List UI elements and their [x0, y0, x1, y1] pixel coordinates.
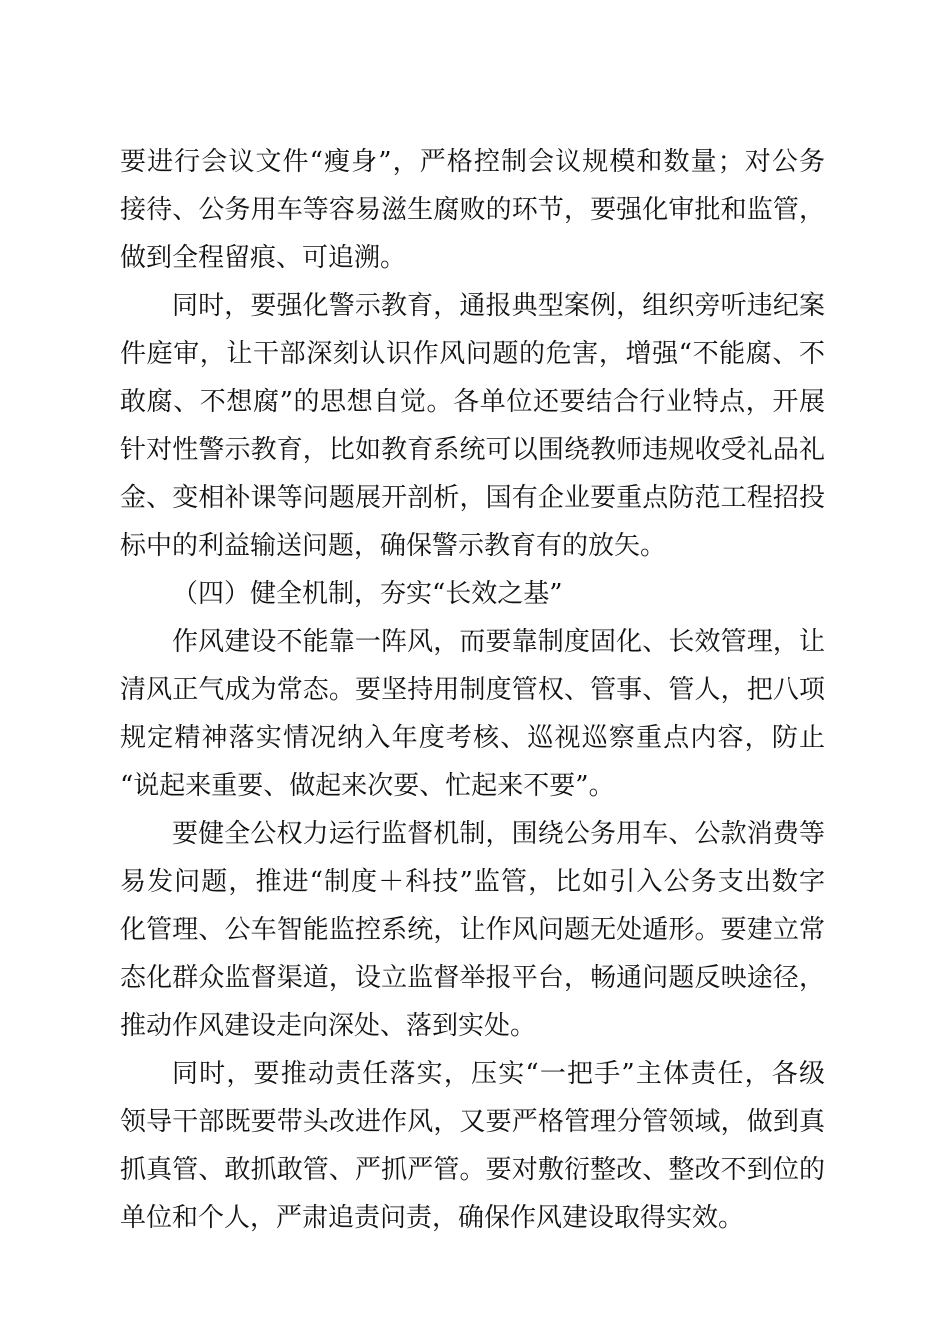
text-line: 作风建设不能靠一阵风，而要靠制度固化、长效管理，让: [172, 627, 825, 657]
text-line: 做到全程留痕、可追溯。: [120, 243, 407, 273]
text-line: 易发问题，推进“制度＋科技”监管，比如引入公务支出数字: [120, 867, 825, 897]
text-line: 规定精神落实情况纳入年度考核、巡视巡察重点内容，防止: [120, 723, 825, 753]
text-line: 金、变相补课等问题展开剖析，国有企业要重点防范工程招投: [120, 483, 825, 513]
text-line: “说起来重要、做起来次要、忙起来不要”。: [120, 771, 615, 801]
paragraph: [120, 810, 825, 1050]
text-line: 同时，要推动责任落实，压实“一把手”主体责任，各级: [172, 1059, 825, 1089]
text-line: 抓真管、敢抓敢管、严抓严管。要对敷衍整改、整改不到位的: [120, 1155, 825, 1185]
text-line: 单位和个人，严肃追责问责，确保作风建设取得实效。: [120, 1203, 745, 1233]
document-body: [120, 138, 825, 1242]
text-line: 同时，要强化警示教育，通报典型案例，组织旁听违纪案: [172, 291, 825, 321]
text-line: 领导干部既要带头改进作风，又要严格管理分管领域，做到真: [120, 1107, 825, 1137]
text-line: 针对性警示教育，比如教育系统可以围绕教师违规收受礼品礼: [120, 435, 825, 465]
text-line: 敢腐、不想腐”的思想自觉。各单位还要结合行业特点，开展: [120, 387, 825, 417]
text-line: 要进行会议文件“瘦身”，严格控制会议规模和数量；对公务: [120, 147, 825, 177]
paragraph: [120, 1050, 825, 1242]
text-line: 要健全公权力运行监督机制，围绕公务用车、公款消费等: [172, 819, 825, 849]
text-line: 件庭审，让干部深刻认识作风问题的危害，增强“不能腐、不: [120, 339, 825, 369]
paragraph: [120, 282, 825, 570]
paragraph: [120, 138, 825, 282]
paragraph: [120, 618, 825, 810]
text-line: 标中的利益输送问题，确保警示教育有的放矢。: [120, 531, 667, 561]
section-heading: （四）健全机制，夯实“长效之基”: [172, 579, 563, 609]
text-line: 接待、公务用车等容易滋生腐败的环节，要强化审批和监管，: [120, 195, 825, 225]
text-line: 推动作风建设走向深处、落到实处。: [120, 1011, 537, 1041]
text-line: 清风正气成为常态。要坚持用制度管权、管事、管人，把八项: [120, 675, 825, 705]
text-line: 态化群众监督渠道，设立监督举报平台，畅通问题反映途径，: [120, 963, 825, 993]
text-line: 化管理、公车智能监控系统，让作风问题无处遁形。要建立常: [120, 915, 825, 945]
